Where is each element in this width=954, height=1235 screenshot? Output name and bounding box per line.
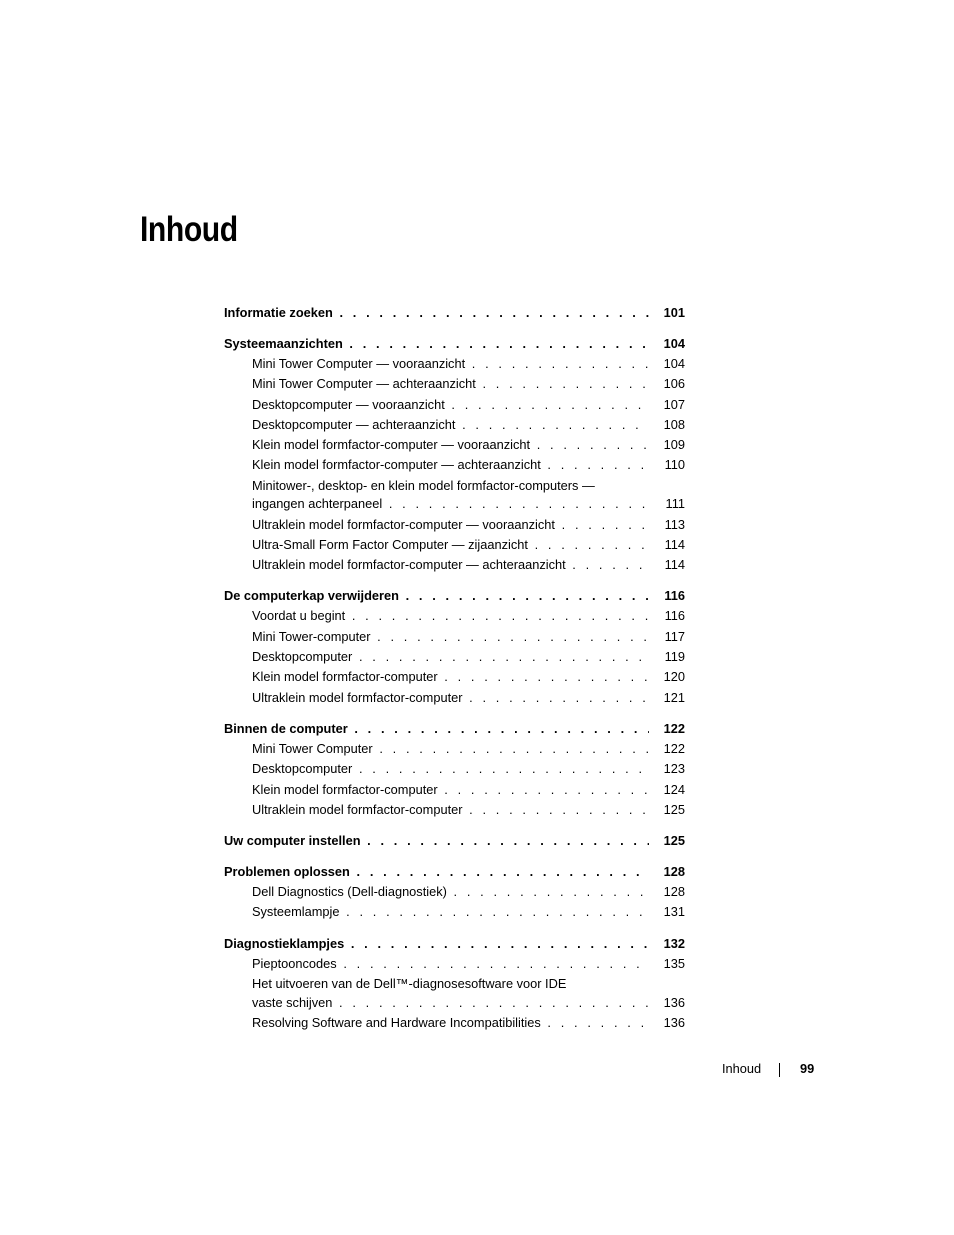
toc-heading-page: 101 [663, 305, 685, 320]
toc-entry-label: Desktopcomputer — vooraanzicht [252, 396, 445, 412]
toc-entry-page: 116 [664, 608, 685, 624]
toc-entry-label: Voordat u begint [252, 608, 346, 624]
toc-entry-label: Mini Tower Computer — achteraanzicht [252, 376, 476, 392]
dot-leader [343, 336, 649, 351]
dot-leader [438, 782, 649, 797]
toc-entry[interactable] [224, 627, 685, 647]
dot-leader [348, 721, 649, 736]
toc-heading-label: Uw computer instellen [224, 833, 361, 849]
toc-entry-page: 110 [664, 457, 685, 473]
toc-heading[interactable] [224, 861, 685, 882]
toc-entry[interactable] [224, 780, 685, 800]
footer-label: Inhoud [722, 1061, 762, 1076]
dot-leader [344, 936, 649, 951]
toc-entry[interactable] [224, 1013, 685, 1033]
toc-entry-label: Desktopcomputer — achteraanzicht [252, 416, 456, 432]
dot-leader [352, 761, 649, 776]
toc-entry-label: Ultraklein model formfactor-computer [252, 689, 463, 705]
toc-entry[interactable] [224, 954, 685, 974]
toc-heading[interactable] [224, 830, 685, 851]
dot-leader [332, 995, 649, 1010]
dot-leader [555, 517, 649, 532]
toc-heading-page: 122 [663, 720, 685, 736]
toc-section [224, 861, 685, 923]
dot-leader [463, 802, 649, 817]
toc-entry[interactable] [224, 435, 685, 455]
toc-heading-label: Informatie zoeken [224, 305, 333, 320]
toc-entry-page: 131 [663, 904, 685, 920]
page-number: 99 [800, 1061, 815, 1076]
toc-entry-page: 128 [663, 884, 685, 900]
toc-entry[interactable] [224, 800, 685, 820]
toc-entry-page: 123 [663, 761, 685, 777]
toc-entry-label-line1: Minitower-, desktop- en klein model formfactor-computers — [252, 477, 595, 493]
toc-entry-page: 136 [663, 994, 685, 1010]
toc-entry-page: 117 [664, 628, 685, 644]
toc-entry-label: Mini Tower Computer — vooraanzicht [252, 356, 466, 371]
toc-entry[interactable] [224, 647, 685, 667]
toc-entry[interactable] [224, 882, 685, 902]
toc-heading-label: Diagnostieklampjes [224, 935, 345, 951]
toc-entry-page: 107 [663, 396, 685, 412]
toc-heading-page: 116 [664, 588, 685, 604]
toc-entry-label: Klein model formfactor-computer — achteraanzicht [252, 457, 541, 473]
toc-entry-label: Ultra-Small Form Factor Computer — zijaanzicht [252, 536, 528, 552]
toc-heading[interactable] [224, 333, 685, 354]
toc-entry[interactable] [224, 688, 685, 708]
toc-entry-page: 125 [663, 801, 685, 817]
toc-entry-page: 120 [663, 669, 685, 685]
toc-entry-label: Systeemlampje [252, 904, 340, 920]
toc-heading[interactable] [224, 718, 685, 739]
dot-leader [445, 397, 649, 412]
dot-leader [528, 537, 649, 552]
toc-entry-page: 136 [663, 1014, 685, 1030]
dot-leader [465, 356, 649, 371]
toc-entry[interactable] [224, 902, 685, 922]
toc-entry-page: 119 [664, 649, 685, 665]
dot-leader [476, 376, 649, 391]
toc-entry[interactable] [224, 374, 685, 394]
toc-section [224, 333, 685, 575]
toc-entry[interactable] [224, 739, 685, 759]
table-of-contents [224, 302, 685, 1043]
dot-leader [345, 608, 649, 623]
footer-separator [779, 1063, 780, 1077]
dot-leader [352, 649, 649, 664]
toc-entry[interactable] [224, 415, 685, 435]
toc-heading-label: De computerkap verwijderen [224, 588, 399, 604]
toc-entry-page: 106 [663, 376, 685, 392]
toc-entry-label-line1: Het uitvoeren van de Dell™-diagnosesoftware voor IDE [252, 976, 567, 992]
dot-leader [541, 1015, 649, 1030]
toc-entry-label: Resolving Software and Hardware Incompatibilities [252, 1014, 541, 1030]
toc-heading-page: 104 [663, 336, 685, 351]
toc-entry-label: Pieptooncodes [252, 955, 337, 971]
toc-entry-page: 109 [663, 437, 685, 453]
toc-entry[interactable] [224, 535, 685, 555]
toc-entry-page: 104 [663, 356, 685, 371]
toc-entry-label: Mini Tower Computer [252, 740, 373, 756]
toc-entry-label: Klein model formfactor-computer [252, 669, 438, 685]
toc-entry[interactable] [224, 455, 685, 475]
toc-heading-label: Systeemaanzichten [224, 336, 343, 351]
toc-entry[interactable] [224, 555, 685, 575]
toc-entry-label: Mini Tower-computer [252, 628, 371, 644]
dot-leader [447, 884, 649, 899]
dot-leader [566, 557, 649, 572]
toc-entry[interactable] [224, 515, 685, 535]
toc-entry-label: vaste schijven [252, 994, 333, 1010]
toc-section [224, 718, 685, 820]
toc-entry-wrap [224, 974, 685, 993]
dot-leader [382, 496, 649, 511]
toc-entry-page: 108 [663, 416, 685, 432]
toc-entry-page: 111 [665, 496, 685, 512]
toc-section [224, 302, 685, 323]
dot-leader [463, 690, 649, 705]
dot-leader [371, 629, 649, 644]
toc-heading[interactable] [224, 585, 685, 606]
toc-entry-label: Ultraklein model formfactor-computer — vooraanzicht [252, 516, 555, 532]
toc-section [224, 585, 685, 707]
toc-heading-page: 132 [663, 935, 685, 951]
toc-entry-page: 114 [664, 536, 685, 552]
toc-entry-wrap [224, 476, 685, 495]
toc-entry[interactable] [224, 606, 685, 626]
dot-leader [333, 305, 649, 320]
dot-leader [438, 669, 649, 684]
dot-leader [339, 904, 649, 919]
toc-entry-label: ingangen achterpaneel [252, 496, 383, 512]
toc-heading[interactable] [224, 302, 685, 323]
toc-heading-page: 128 [663, 864, 685, 880]
toc-entry-page: 124 [663, 781, 685, 797]
dot-leader [361, 833, 649, 848]
toc-section [224, 830, 685, 851]
toc-entry-page: 122 [663, 740, 685, 756]
toc-heading-label: Problemen oplossen [224, 864, 350, 880]
toc-entry-label: Dell Diagnostics (Dell-diagnostiek) [252, 884, 447, 900]
toc-entry-label: Desktopcomputer [252, 649, 353, 665]
toc-entry-label: Klein model formfactor-computer — vooraanzicht [252, 437, 531, 453]
toc-entry-label: Ultraklein model formfactor-computer — achteraanzicht [252, 557, 566, 573]
dot-leader [399, 588, 649, 603]
toc-heading-page: 125 [663, 833, 685, 849]
toc-entry-page: 114 [664, 557, 685, 573]
toc-entry[interactable] [224, 395, 685, 415]
dot-leader [337, 956, 649, 971]
toc-entry-page: 113 [664, 516, 685, 532]
toc-entry[interactable] [224, 494, 685, 514]
toc-entry-page: 135 [663, 955, 685, 971]
toc-entry-page: 121 [663, 689, 685, 705]
toc-entry-label: Desktopcomputer [252, 761, 353, 777]
dot-leader [455, 417, 649, 432]
toc-section [224, 933, 685, 1033]
toc-entry-label: Klein model formfactor-computer [252, 781, 438, 797]
toc-entry-label: Ultraklein model formfactor-computer [252, 801, 463, 817]
toc-entry[interactable] [224, 993, 685, 1013]
toc-entry[interactable] [224, 667, 685, 687]
toc-heading-label: Binnen de computer [224, 720, 348, 736]
dot-leader [530, 437, 649, 452]
dot-leader [350, 864, 649, 879]
dot-leader [373, 741, 649, 756]
toc-entry[interactable] [224, 354, 685, 374]
dot-leader [541, 457, 649, 472]
toc-heading[interactable] [224, 933, 685, 954]
page-title: Inhoud [140, 210, 238, 249]
toc-entry[interactable] [224, 759, 685, 779]
